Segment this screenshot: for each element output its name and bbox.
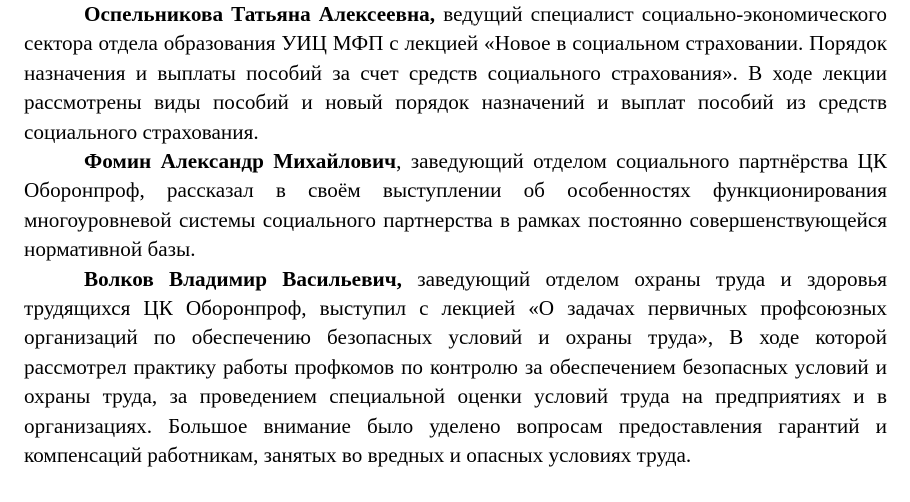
paragraph-volkov	[24, 265, 887, 471]
paragraph-text: , заведующий отделом социального партнёрства ЦК Оборонпроф, рассказал в своём выступлении об особенностях функционирования многоуровневой системы социального партнерства в рамках постоянно совершенствующейся нормативной базы.	[24, 149, 887, 262]
speaker-name: Волков Владимир Васильевич,	[84, 266, 402, 291]
speaker-name: Оспельникова Татьяна Алексеевна,	[84, 2, 436, 26]
paragraph-text: заведующий отделом охраны труда и здоровья трудящихся ЦК Оборонпроф, выступил с лекцией «О задачах первичных профсоюзных организаций по обеспечению безопасных условий и охраны труда», В ходе которой рассмотрел практику работы профкомов по контролю за обеспечением безопасных условий и охраны труда, за проведением специальной оценки условий труда на предприятиях и в организациях. Большое внимание было уделено вопросам предоставления гарантий и компенсаций работникам, занятых во вредных и опасных условиях труда.	[24, 266, 887, 468]
paragraph-text: ведущий специалист социально-экономического сектора отдела образования УИЦ МФП с лекцией «Новое в социальном страховании. Порядок назначения и выплаты пособий за счет средств социального страхования». В ходе лекции рассмотрены виды пособий и новый порядок назначений и выплат пособий из средств социального страхования.	[24, 2, 888, 144]
speaker-name: Фомин Александр Михайлович	[84, 149, 397, 174]
document-body	[24, 0, 887, 471]
paragraph-fomin	[24, 147, 887, 265]
paragraph-ospelnikova	[24, 0, 887, 147]
